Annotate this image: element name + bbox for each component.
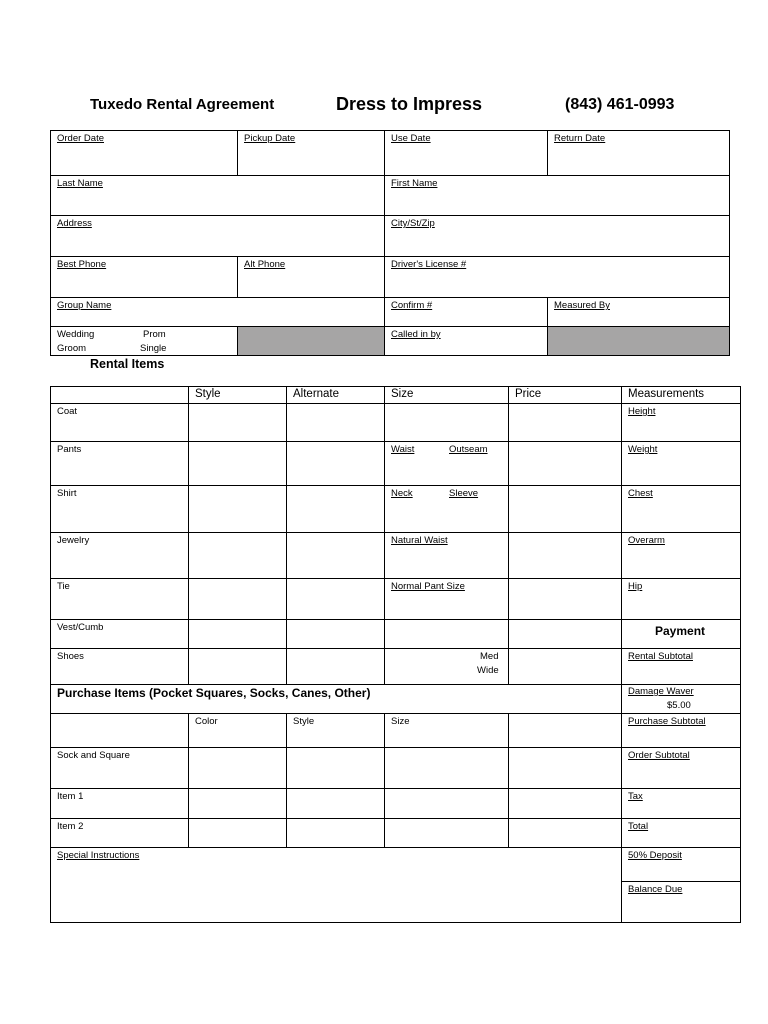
row-label-shoes <box>50 648 189 685</box>
row-label-item-2 <box>50 818 189 848</box>
called-in-by-label: Called in by <box>391 329 441 340</box>
row-label: Shirt <box>57 488 77 499</box>
best-phone-label: Best Phone <box>57 259 107 270</box>
item1-size-cell[interactable] <box>384 788 509 819</box>
rental-col-price <box>508 386 622 404</box>
tie-price-cell[interactable] <box>508 578 622 620</box>
row-label: Tie <box>57 581 70 592</box>
total-field[interactable] <box>621 818 741 848</box>
use-date-field[interactable] <box>384 130 548 176</box>
med-label: Med <box>480 651 499 662</box>
vest-price-cell[interactable] <box>508 619 622 649</box>
wide-label: Wide <box>477 665 499 676</box>
item2-extra-cell[interactable] <box>508 818 622 848</box>
rental-subtotal-field[interactable] <box>621 648 741 685</box>
shirt-price-cell[interactable] <box>508 485 622 533</box>
order-date-label: Order Date <box>57 133 104 144</box>
rental-col-alternate <box>286 386 385 404</box>
called-in-by-field[interactable] <box>384 326 548 356</box>
city-st-zip-field[interactable] <box>384 215 730 257</box>
measurement-label: Chest <box>628 488 653 499</box>
shaded-block-1 <box>237 326 385 356</box>
pickup-date-field[interactable] <box>237 130 385 176</box>
item2-size-cell[interactable] <box>384 818 509 848</box>
coat-price-cell[interactable] <box>508 403 622 442</box>
row-label: Vest/Cumb <box>57 622 104 633</box>
order-date-field[interactable] <box>50 130 238 176</box>
item1-color-cell[interactable] <box>188 788 287 819</box>
row-label-coat <box>50 403 189 442</box>
purchase-header-blank <box>50 713 189 748</box>
first-name-label: First Name <box>391 178 438 189</box>
pants-price-cell[interactable] <box>508 441 622 486</box>
address-label: Address <box>57 218 92 229</box>
purchase-items-title: Purchase Items (Pocket Squares, Socks, Canes, Other) <box>57 686 371 700</box>
column-header: Measurements <box>628 388 705 400</box>
row-label: Coat <box>57 406 78 417</box>
row-label: Item 1 <box>57 791 84 802</box>
rental-items-title: Rental Items <box>90 357 165 371</box>
deposit-label: 50% Deposit <box>628 850 682 861</box>
row-label-vest-cumb <box>50 619 189 649</box>
column-header: Size <box>391 388 414 400</box>
pants-alternate-cell[interactable] <box>286 441 385 486</box>
row-label: Pants <box>57 444 82 455</box>
row-label: Sock and Square <box>57 750 130 761</box>
payment-header <box>621 619 741 649</box>
sock-color-cell[interactable] <box>188 747 287 789</box>
column-header: Style <box>195 388 221 400</box>
tax-field[interactable] <box>621 788 741 819</box>
shoes-size-cell[interactable] <box>384 648 509 685</box>
shirt-style-cell[interactable] <box>188 485 287 533</box>
purchase-col-blank <box>508 713 622 748</box>
shoes-price-cell[interactable] <box>508 648 622 685</box>
outseam-label: Outseam <box>449 444 488 455</box>
item2-color-cell[interactable] <box>188 818 287 848</box>
item1-style-cell[interactable] <box>286 788 385 819</box>
option-prom[interactable]: Prom <box>143 329 166 340</box>
event-type-field[interactable] <box>50 326 238 356</box>
total-label: Total <box>628 821 649 832</box>
waist-label: Waist <box>391 444 415 455</box>
row-label: Shoes <box>57 651 84 662</box>
measurement-label: Overarm <box>628 535 665 546</box>
option-single[interactable]: Single <box>140 343 167 354</box>
column-header: Size <box>391 716 410 727</box>
row-label-item-1 <box>50 788 189 819</box>
return-date-field[interactable] <box>547 130 730 176</box>
balance-due-label: Balance Due <box>628 884 683 895</box>
group-name-label: Group Name <box>57 300 112 311</box>
balance-due-field[interactable] <box>621 881 741 923</box>
vest-size-cell[interactable] <box>384 619 509 649</box>
jewelry-size-cell[interactable] <box>384 532 509 579</box>
vest-style-cell[interactable] <box>188 619 287 649</box>
sock-extra-cell[interactable] <box>508 747 622 789</box>
payment-title: Payment <box>655 624 706 638</box>
measured-by-field[interactable] <box>547 297 730 327</box>
address-field[interactable] <box>50 215 385 257</box>
row-label-shirt <box>50 485 189 533</box>
shoes-style-cell[interactable] <box>188 648 287 685</box>
pants-style-cell[interactable] <box>188 441 287 486</box>
measurement-label: Hip <box>628 581 643 592</box>
row-label-pants <box>50 441 189 486</box>
alt-phone-label: Alt Phone <box>244 259 286 270</box>
shirt-alternate-cell[interactable] <box>286 485 385 533</box>
last-name-label: Last Name <box>57 178 103 189</box>
alt-phone-field[interactable] <box>237 256 385 298</box>
group-name-field[interactable] <box>50 297 385 327</box>
jewelry-price-cell[interactable] <box>508 532 622 579</box>
measurement-height[interactable] <box>621 403 741 442</box>
column-header: Style <box>293 716 315 727</box>
business-name: Dress to Impress <box>336 94 483 114</box>
neck-label: Neck <box>391 488 413 499</box>
use-date-label: Use Date <box>391 133 431 144</box>
last-name-field[interactable] <box>50 175 385 216</box>
return-date-label: Return Date <box>554 133 606 144</box>
damage-waver-label: Damage Waver <box>628 686 694 697</box>
coat-alternate-cell[interactable] <box>286 403 385 442</box>
confirm-field[interactable] <box>384 297 548 327</box>
measurement-label: Height <box>628 406 656 417</box>
measurement-weight[interactable] <box>621 441 741 486</box>
vest-alternate-cell[interactable] <box>286 619 385 649</box>
shaded-block-2 <box>547 326 730 356</box>
special-instructions-label: Special Instructions <box>57 850 140 861</box>
form-title: Tuxedo Rental Agreement <box>90 96 275 113</box>
row-label-tie <box>50 578 189 620</box>
first-name-field[interactable] <box>384 175 730 216</box>
jewelry-style-cell[interactable] <box>188 532 287 579</box>
rental-subtotal-label: Rental Subtotal <box>628 651 693 662</box>
measured-by-label: Measured By <box>554 300 610 311</box>
measurement-label: Weight <box>628 444 658 455</box>
jewelry-alternate-cell[interactable] <box>286 532 385 579</box>
measurement-hip[interactable] <box>621 578 741 620</box>
tie-size-cell[interactable] <box>384 578 509 620</box>
row-label: Jewelry <box>57 535 90 546</box>
order-subtotal-field[interactable] <box>621 747 741 789</box>
special-instructions-field[interactable] <box>50 847 622 923</box>
normal-pant-size-label: Normal Pant Size <box>391 581 465 592</box>
purchase-col-color <box>188 713 287 748</box>
damage-waver-amount: $5.00 <box>667 700 691 711</box>
natural-waist-label: Natural Waist <box>391 535 448 546</box>
order-subtotal-label: Order Subtotal <box>628 750 690 761</box>
purchase-subtotal-label: Purchase Subtotal <box>628 716 706 727</box>
business-phone: (843) 461-0993 <box>565 96 675 113</box>
deposit-field[interactable] <box>621 847 741 882</box>
city-st-zip-label: City/St/Zip <box>391 218 435 229</box>
row-label-jewelry <box>50 532 189 579</box>
shirt-size-cell[interactable] <box>384 485 509 533</box>
confirm-label: Confirm # <box>391 300 433 311</box>
column-header: Alternate <box>293 388 340 400</box>
column-header: Color <box>195 716 218 727</box>
row-label-sock-and-square <box>50 747 189 789</box>
purchase-title-cell <box>50 684 622 714</box>
column-header: Price <box>515 388 542 400</box>
sock-style-cell[interactable] <box>286 747 385 789</box>
tie-style-cell[interactable] <box>188 578 287 620</box>
tie-alternate-cell[interactable] <box>286 578 385 620</box>
option-wedding[interactable]: Wedding <box>57 329 95 340</box>
option-groom[interactable]: Groom <box>57 343 87 354</box>
best-phone-field[interactable] <box>50 256 238 298</box>
drivers-license-field[interactable] <box>384 256 730 298</box>
pants-size-cell[interactable] <box>384 441 509 486</box>
coat-size-cell[interactable] <box>384 403 509 442</box>
item2-style-cell[interactable] <box>286 818 385 848</box>
sock-size-cell[interactable] <box>384 747 509 789</box>
pickup-date-label: Pickup Date <box>244 133 296 144</box>
measurement-chest[interactable] <box>621 485 741 533</box>
measurement-overarm[interactable] <box>621 532 741 579</box>
purchase-subtotal-field[interactable] <box>621 713 741 748</box>
rental-col-measurements <box>621 386 741 404</box>
row-label: Item 2 <box>57 821 84 832</box>
shoes-alternate-cell[interactable] <box>286 648 385 685</box>
rental-col-size <box>384 386 509 404</box>
item1-extra-cell[interactable] <box>508 788 622 819</box>
tax-label: Tax <box>628 791 643 802</box>
rental-header-blank <box>50 386 189 404</box>
rental-col-style <box>188 386 287 404</box>
sleeve-label: Sleeve <box>449 488 479 499</box>
coat-style-cell[interactable] <box>188 403 287 442</box>
purchase-col-size <box>384 713 509 748</box>
drivers-license-label: Driver's License # <box>391 259 467 270</box>
purchase-col-style <box>286 713 385 748</box>
damage-waver-field[interactable] <box>621 684 741 714</box>
